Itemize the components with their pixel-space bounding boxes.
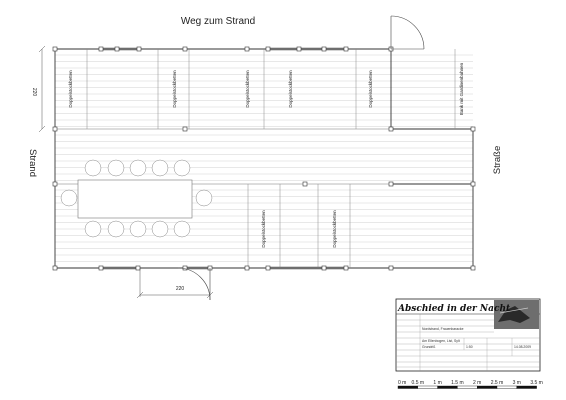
- dimension-bottom-value: 220: [175, 286, 185, 292]
- scale-bar-label: 1.5 m: [451, 380, 464, 386]
- scale-bar-label: 2.5 m: [490, 380, 504, 386]
- scale-bar-segment: [517, 386, 537, 389]
- dimension-left-value: 220: [31, 87, 37, 97]
- beach-label: Strand: [27, 149, 38, 177]
- bed-label-3: Doppelstockbetten: [245, 70, 250, 108]
- bed-label-7: Doppelstockbetten: [332, 210, 337, 248]
- title-block-motif: Am Ellenbogen, List, Sylt: [422, 339, 460, 343]
- bed-label-5: Doppelstockbetten: [368, 70, 373, 108]
- scale-bar-segment: [457, 386, 477, 389]
- scale-bar-label: 2 m: [473, 380, 482, 386]
- bed-label-1: Doppelstockbetten: [68, 70, 73, 108]
- dining-table: [78, 180, 192, 218]
- street-label: Straße: [492, 145, 503, 175]
- scale-bar: [398, 380, 543, 389]
- scale-bar-segment: [497, 386, 517, 389]
- scale-bar-label: 1 m: [433, 380, 442, 386]
- scale-bar-label: 3 m: [512, 380, 521, 386]
- bed-label-6: Doppelstockbetten: [261, 210, 266, 248]
- scale-bar-segment: [477, 386, 497, 389]
- title-block-scale: 1:50: [466, 345, 473, 349]
- scale-bar-segment: [398, 386, 418, 389]
- title-block-location: Nordstrand, Frauenbaracke: [422, 327, 464, 331]
- scale-bar-label: 3.5 m: [530, 380, 543, 386]
- scale-bar-label: 0.5 m: [411, 380, 425, 386]
- door-top-right: [391, 16, 424, 49]
- scale-bar-label: 0 m: [398, 380, 407, 386]
- dimension-left: [39, 46, 45, 132]
- scale-bar-segment: [438, 386, 458, 389]
- bench-label: Bank mit Gardinenbahnen: [459, 62, 464, 116]
- bed-label-4: Doppelstockbetten: [288, 70, 293, 108]
- title-block-title: Abschied in der Nacht: [398, 304, 511, 314]
- title-block-plan: Grundriß: [422, 345, 436, 349]
- scale-bar-segment: [418, 386, 438, 389]
- title-block-date: 14.08.2009: [514, 345, 531, 349]
- path-to-beach-label: Weg zum Strand: [180, 16, 256, 27]
- bed-label-2: Doppelstockbetten: [172, 70, 177, 108]
- dimension-bottom: [137, 268, 213, 298]
